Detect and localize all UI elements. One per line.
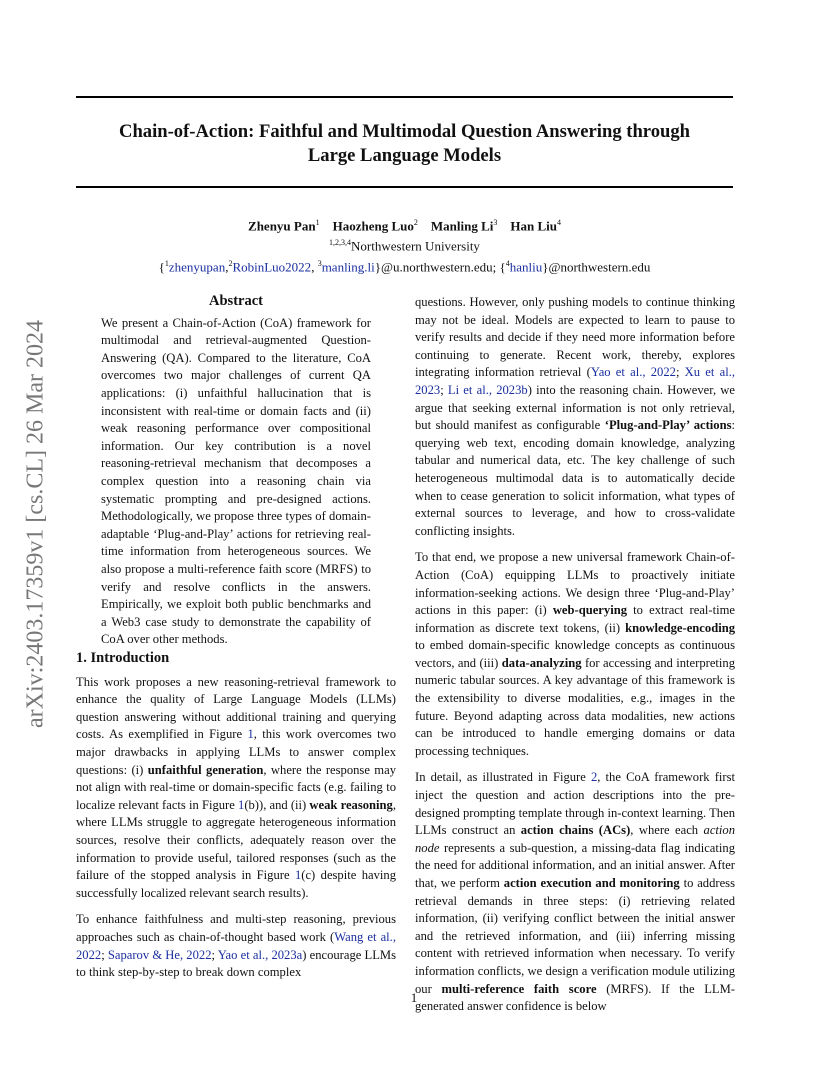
text-span: ) into the reasoning chain. However, we argue that seeking external information is not only retrieval, but should manifest as configurable bbox=[415, 382, 735, 433]
author-sup: 4 bbox=[556, 218, 561, 227]
text-span: , where LLMs struggle to aggregate heterogeneous information sources, resolve their conflicts, adequately reason over the information to provide useful, tailored responses (such as the failure of the stopped analysis in Figure bbox=[76, 797, 396, 883]
figure-ref[interactable]: 1 bbox=[294, 868, 302, 883]
figure-ref[interactable]: 2 bbox=[590, 770, 598, 785]
text-span: , this work overcomes two major drawbacks in applying LLMs to answer complex questions: (i) bbox=[76, 727, 397, 777]
text-span: , where each bbox=[630, 823, 704, 838]
citation-link[interactable]: Wang et al., 2022 bbox=[76, 929, 396, 962]
bold-term: weak reasoning bbox=[309, 797, 393, 812]
affiliation-text: Northwestern University bbox=[351, 238, 480, 254]
introduction-section bbox=[76, 650, 396, 982]
author-sup: 3 bbox=[493, 218, 498, 227]
bold-term: unfaithful generation bbox=[147, 762, 264, 777]
citation-link[interactable]: Saparov & He, 2022 bbox=[107, 947, 212, 962]
right-column bbox=[415, 294, 735, 1016]
text-span: to extract real-time information as discrete text tokens, (ii) bbox=[415, 603, 735, 635]
arxiv-identifier bbox=[16, 289, 56, 759]
author-names bbox=[76, 214, 733, 234]
text-span: , the CoA framework first inject the question and action descriptions into the pre-designed prompting template through in-context learning. Then LLMs construct an bbox=[415, 770, 735, 838]
page-number: 1 bbox=[410, 990, 418, 1005]
email-sup: 2 bbox=[228, 258, 233, 268]
figure-ref[interactable]: 1 bbox=[238, 797, 245, 812]
email-domain: }@northwestern.edu bbox=[542, 258, 651, 274]
text-span: (MRFS). If the LLM-generated answer confidence is below bbox=[415, 981, 735, 1014]
bold-term: action execution and monitoring bbox=[503, 876, 680, 890]
figure-ref[interactable]: 1 bbox=[247, 727, 254, 742]
author-name: Manling Li bbox=[430, 218, 494, 234]
email-sup: 1 bbox=[164, 258, 169, 268]
text-span: (b)), and (ii) bbox=[244, 797, 310, 812]
text-span: represents a sub-question, a missing-data flag indicating the need for additional information, and an initial answer. After that, we perform bbox=[415, 840, 735, 890]
intro-heading: 1. Introduction bbox=[76, 650, 170, 666]
author-name: Haozheng Luo bbox=[332, 218, 414, 234]
bold-term: web-querying bbox=[552, 603, 627, 618]
top-rule bbox=[76, 96, 733, 98]
text-span: for accessing and interpreting numeric tabular sources. A key advantage of this framework is the extensibility to diverse modalities, e.g., images in the future. Beyond adapting across data modalities, new actions can be introduced to handle emerging domains or data processing techniques. bbox=[415, 655, 735, 758]
italic-term: action node bbox=[415, 823, 736, 855]
title-bottom-rule bbox=[76, 186, 733, 188]
text-span: to embed domain-specific knowledge concepts as continuous vectors, and (iii) bbox=[415, 638, 735, 670]
author-sup: 2 bbox=[413, 218, 418, 227]
text-span: To that end, we propose a new universal framework Chain-of-Action (CoA) equipping LLMs to proactively initiate information-seeking actions. We design three ‘Plug-and-Play’ actions in this paper: (i) bbox=[415, 550, 735, 618]
author-sup: 1 bbox=[315, 218, 320, 227]
citation-link[interactable]: Yao et al., 2023a bbox=[217, 947, 303, 962]
title-line-1: Chain-of-Action: Faithful and Multimodal Question Answering through bbox=[119, 121, 690, 142]
email-link[interactable]: RobinLuo2022 bbox=[232, 258, 312, 274]
citation-link[interactable]: Li et al., 2023b bbox=[447, 382, 528, 397]
bold-term: data-analyzing bbox=[501, 655, 582, 670]
left-column bbox=[76, 293, 396, 649]
text-span: : querying web text, encoding domain knowledge, analyzing tabular and numerical data, etc. The key challenge of such heterogeneous multimodal data is to automatically decide when to cease generation to solicit information, what types of external sources to leverage, and how to cross-validate conflicting insights. bbox=[415, 418, 736, 538]
affiliation-sup: 1,2,3,4 bbox=[329, 238, 352, 248]
affiliation bbox=[76, 234, 733, 254]
bold-term: ‘Plug-and-Play’ actions bbox=[604, 418, 732, 433]
paper-title bbox=[76, 120, 733, 168]
title-line-2: Large Language Models bbox=[307, 145, 502, 166]
paragraph-gap bbox=[415, 760, 735, 769]
paragraph-gap bbox=[76, 902, 396, 911]
arxiv-identifier-text: arXiv:2403.17359v1 [cs.CL] 26 Mar 2024 bbox=[22, 320, 49, 728]
intro-paragraph-2 bbox=[76, 911, 396, 981]
abstract-heading: Abstract bbox=[209, 293, 263, 309]
text-span: to address retrieval demands in three steps: (i) retrieving related information, (ii) verifying conflict between the initial answer and the retrieved information, and (iii) inferring missing content with retrieved information when necessary. To verify information conflicts, we design a verification module utilizing our bbox=[415, 876, 735, 996]
email-sup: 3 bbox=[317, 258, 322, 268]
bold-term: multi-reference faith score bbox=[441, 981, 597, 996]
text-span: , where the response may not align with real-time or domain-specific facts (e.g. failing to localize relevant facts in Figure bbox=[76, 762, 396, 812]
right-paragraph-3 bbox=[415, 769, 735, 1015]
text-span: (c) despite having successfully localized relevant search results). bbox=[76, 868, 396, 900]
bold-term: knowledge-encoding bbox=[625, 620, 735, 635]
text-span: ; bbox=[440, 382, 448, 397]
abstract-body: We present a Chain-of-Action (CoA) framework for multimodal and retrieval-augmented Question-Answering (QA). Compared to the literature, CoA overcomes two major challenges of current QA applications: (i) unfaithful hallucination that is inconsistent with real-time or domain facts and (ii) weak reasoning performance over compositional information. Our key contribution is a novel reasoning-retrieval mechanism that decomposes a complex question into a reasoning chain via systematic prompting and pre-designed actions. Methodologically, we propose three types of domain-adaptable ‘Plug-and-Play’ actions for retrieving real-time information from heterogeneous sources. We also propose a multi-reference faith score (MRFS) to verify and resolve conflicts in the answers. Empirically, we exploit both public benchmarks and a Web3 case study to demonstrate the capability of CoA over other methods. bbox=[101, 315, 371, 647]
bold-term: action chains (ACs) bbox=[520, 823, 631, 838]
citation-link[interactable]: Yao et al., 2022 bbox=[590, 365, 676, 380]
text-span: To enhance faithfulness and multi-step reasoning, previous approaches such as chain-of-thought based work ( bbox=[76, 912, 396, 944]
text-span: This work proposes a new reasoning-retrieval framework to enhance the quality of Large Language Models (LLMs) question answering without additional training and querying costs. As exemplified in Figure bbox=[76, 674, 396, 742]
intro-paragraph-1 bbox=[76, 674, 396, 903]
email-domain: }@u.northwestern.edu; { bbox=[374, 258, 506, 274]
email-brace: { bbox=[158, 258, 165, 274]
text-span: ; bbox=[675, 365, 685, 380]
author-block bbox=[76, 214, 733, 275]
email-link[interactable]: manling.li bbox=[321, 258, 375, 274]
author-emails: {$^1$zhenyupan,$^2$RobinLuo2022, $^3$manling.li}@u.northwestern.edu; {$^4$hanliu}@northwestern.edu bbox=[158, 258, 651, 274]
author-name: Han Liu bbox=[510, 218, 557, 234]
right-paragraph-2 bbox=[415, 549, 735, 760]
author-name: Zhenyu Pan bbox=[248, 218, 316, 234]
citation-link[interactable]: Xu et al., 2023 bbox=[415, 365, 735, 397]
text-span: ; bbox=[211, 947, 218, 962]
email-sup: 4 bbox=[505, 258, 510, 268]
email-link[interactable]: zhenyupan bbox=[168, 258, 226, 274]
text-span: ; bbox=[101, 947, 108, 962]
text-span: ) encourage LLMs to think step-by-step to break down complex bbox=[76, 947, 397, 980]
right-paragraph-1 bbox=[415, 294, 735, 540]
paragraph-gap bbox=[415, 540, 735, 549]
email-link[interactable]: hanliu bbox=[509, 258, 543, 274]
text-span: In detail, as illustrated in Figure bbox=[415, 770, 591, 785]
text-span: questions. However, only pushing models to continue thinking may not be ideal. Models are expected to learn to pause to verify results and decide if they need more information before continuing to generate. Recent work, thereby, explores integrating information retrieval ( bbox=[415, 295, 735, 380]
